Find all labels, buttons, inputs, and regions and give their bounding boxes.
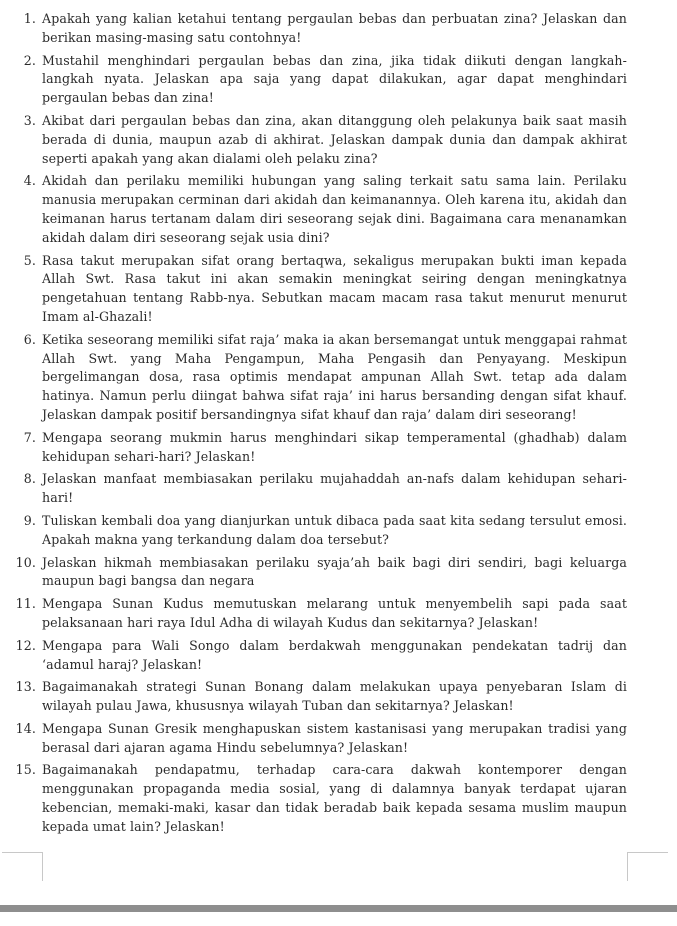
question-text: Mengapa para Wali Songo dalam berdakwah menggunakan pendekatan tadrij dan ‘adamul haraj? Jelaskan! (42, 637, 627, 672)
page-bottom-divider (0, 905, 677, 912)
question-item (0, 512, 677, 550)
question-text: Apakah yang kalian ketahui tentang pergaulan bebas dan perbuatan zina? Jelaskan dan berikan masing-masing satu contohnya! (42, 11, 627, 45)
question-item (0, 761, 677, 836)
question-number: 12. (15, 637, 36, 653)
question-number: 8. (23, 471, 36, 487)
question-item (0, 10, 677, 48)
question-item (0, 112, 677, 168)
question-number: 11. (15, 596, 36, 612)
question-item (0, 172, 677, 247)
question-item (0, 637, 677, 675)
question-text: Mengapa seorang mukmin harus menghindari sikap temperamental (ghadhab) dalam kehidupan sehari-hari? Jelaskan! (42, 429, 627, 464)
question-number: 3. (23, 112, 36, 128)
question-list (0, 10, 677, 841)
question-item (0, 331, 677, 425)
page-corner-left-mark (2, 852, 43, 881)
question-item (0, 678, 677, 716)
question-number: 7. (23, 429, 36, 445)
question-text: Jelaskan manfaat membiasakan perilaku mujahaddah an-nafs dalam kehidupan sehari-hari! (42, 471, 627, 506)
question-text: Mengapa Sunan Kudus memutuskan melarang untuk menyembelih sapi pada saat pelaksanaan hari raya Idul Adha di wilayah Kudus dan sekitarnya? Jelaskan! (42, 596, 627, 630)
question-number: 6. (23, 331, 36, 347)
question-item (0, 720, 677, 758)
question-text: Bagaimanakah pendapatmu, terhadap cara-cara dakwah kontemporer dengan menggunakan propaganda media sosial, yang di dalamnya banyak terdapat ujaran kebencian, memaki-maki, kasar dan tidak beradab baik kepada sesama muslim maupun kepada umat lain? Jelaskan! (42, 762, 627, 834)
question-item (0, 554, 677, 592)
question-text: Mustahil menghindari pergaulan bebas dan zina, jika tidak diikuti dengan langkah-langkah nyata. Jelaskan apa saja yang dapat dilakukan, agar dapat menghindari pergaulan bebas dan zina! (42, 52, 627, 106)
question-text: Akibat dari pergaulan bebas dan zina, akan ditanggung oleh pelakunya baik saat masih berada di dunia, maupun azab di akhirat. Jelaskan dampak dunia dan dampak akhirat seperti apakah yang akan dialami oleh pelaku zina? (42, 112, 627, 166)
question-item (0, 595, 677, 633)
question-number: 2. (23, 52, 36, 68)
question-text: Jelaskan hikmah membiasakan perilaku syaja’ah baik bagi diri sendiri, bagi keluarga maupun bagi bangsa dan negara (42, 554, 627, 589)
question-item (0, 429, 677, 467)
question-text: Akidah dan perilaku memiliki hubungan yang saling terkait satu sama lain. Perilaku manusia merupakan cerminan dari akidah dan keimanannya. Oleh karena itu, akidah dan keimanan harus tertanam dalam diri seseorang sejak dini. Bagaimana cara menanamkan akidah dalam diri seseorang sejak usia dini? (42, 173, 627, 245)
question-item (0, 470, 677, 508)
question-number: 15. (15, 762, 36, 778)
page-corner-right-mark (627, 852, 668, 881)
question-text: Bagaimanakah strategi Sunan Bonang dalam melakukan upaya penyebaran Islam di wilayah pulau Jawa, khususnya wilayah Tuban dan sekitarnya? Jelaskan! (42, 679, 627, 714)
question-number: 1. (23, 11, 36, 26)
question-item (0, 52, 677, 108)
question-number: 5. (23, 252, 36, 268)
question-number: 10. (15, 554, 36, 570)
question-number: 4. (23, 173, 36, 189)
question-text: Tuliskan kembali doa yang dianjurkan untuk dibaca pada saat kita sedang tersulut emosi. Apakah makna yang terkandung dalam doa tersebut? (42, 512, 627, 547)
question-text: Ketika seseorang memiliki sifat raja’ maka ia akan bersemangat untuk menggapai rahmat Allah Swt. yang Maha Pengampun, Maha Pengasih dan Penyayang. Meskipun bergelimangan dosa, rasa optimis mendapat ampunan Allah Swt. tetap ada dalam hatinya. Namun perlu diingat bahwa sifat raja’ ini harus bersanding dengan sifat khauf. Jelaskan dampak positif bersandingnya sifat khauf dan raja’ dalam diri seseorang! (42, 331, 627, 422)
question-number: 9. (23, 512, 36, 528)
question-item (0, 252, 677, 327)
question-text: Rasa takut merupakan sifat orang bertaqwa, sekaligus merupakan bukti iman kepada Allah Swt. Rasa takut ini akan semakin meningkat seiring dengan meningkatnya pengetahuan tentang Rabb-nya. Sebutkan macam macam rasa takut menurut menurut Imam al-Ghazali! (42, 252, 627, 324)
question-number: 13. (15, 679, 36, 695)
question-number: 14. (15, 720, 36, 736)
question-text: Mengapa Sunan Gresik menghapuskan sistem kastanisasi yang merupakan tradisi yang berasal dari ajaran agama Hindu sebelumnya? Jelaskan! (42, 720, 627, 755)
